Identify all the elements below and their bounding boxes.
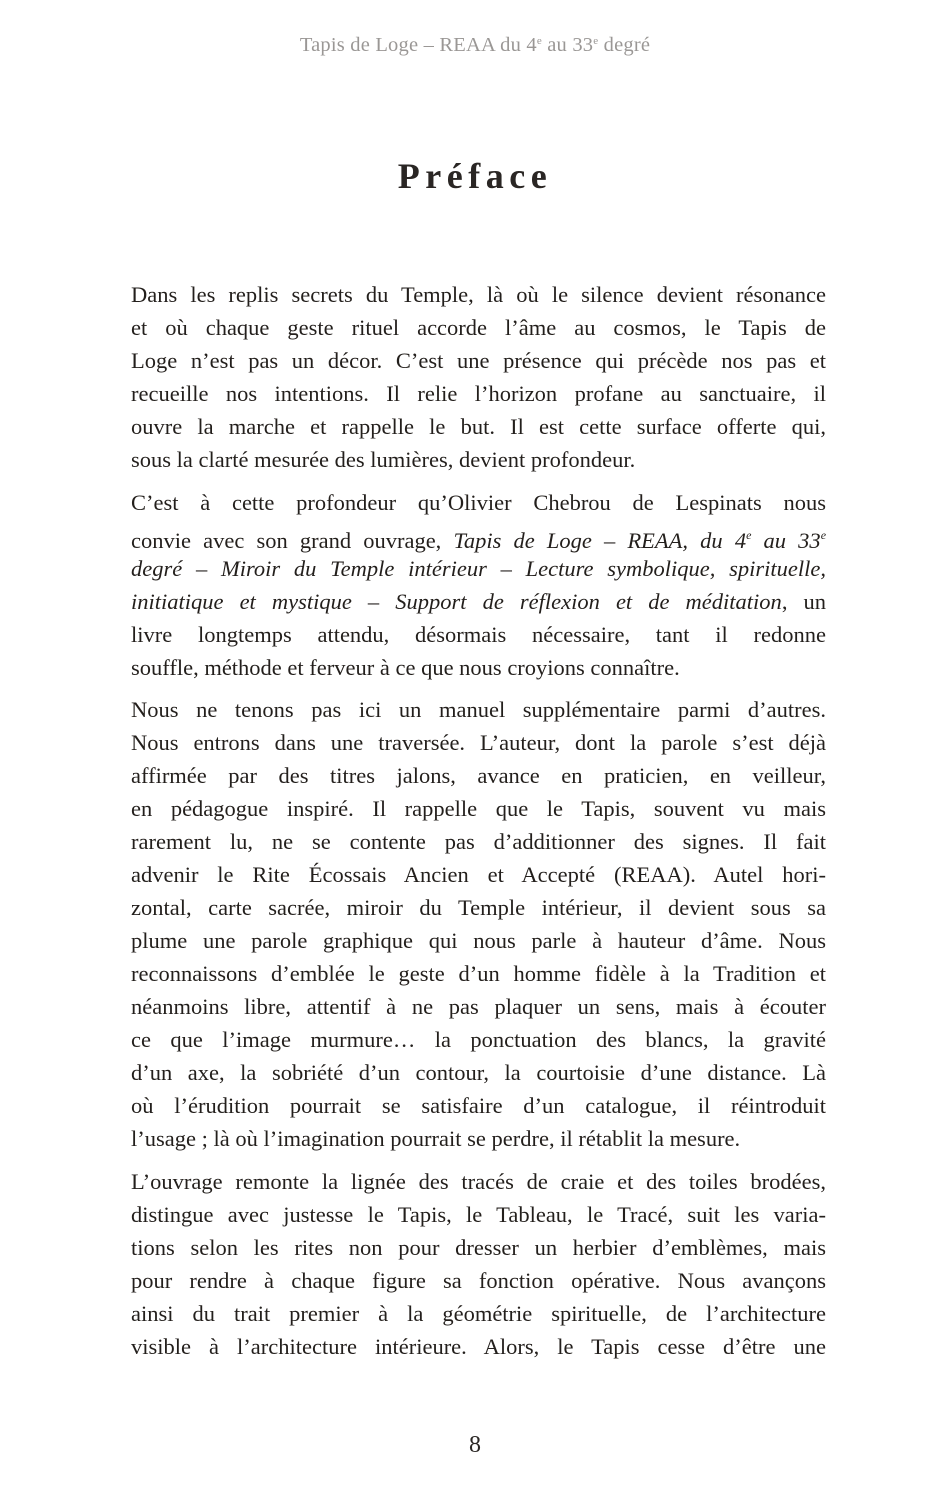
superscript: e [593, 35, 599, 47]
text-line: l’usage ; là où l’imagination pourrait se perdre, il rétablit la mesure. [131, 1126, 741, 1151]
text-line: degré – Miroir du Temple intérieur – Lecture symbolique, spirituelle, [131, 555, 826, 581]
running-header-suffix: degré [598, 34, 651, 56]
page-title: Préface [397, 156, 553, 196]
text-line: affirmée par des titres jalons, avance en praticien, en veilleur, [131, 763, 826, 788]
text-line: zontal, carte sacrée, miroir du Temple intérieur, il devient sous sa [131, 895, 826, 920]
text-line: livre longtemps attendu, désormais nécessaire, tant il redonne [131, 621, 826, 647]
text-line: reconnaissons d’emblée le geste d’un homme fidèle à la Tradition et [131, 961, 826, 986]
text-line: Dans les replis secrets du Temple, là où le silence devient résonance [131, 282, 826, 307]
superscript: e [536, 35, 542, 47]
paragraph-1 [131, 278, 826, 476]
superscript: e [820, 527, 827, 542]
running-header-prefix: Tapis de Loge – REAA du 4 [299, 34, 537, 56]
text-line: distingue avec justesse le Tapis, le Tableau, le Tracé, suit les varia- [131, 1201, 826, 1227]
text-line [131, 519, 826, 552]
text-line: L’ouvrage remonte la lignée des tracés de craie et des toiles brodées, [131, 1168, 826, 1194]
text-line [131, 585, 826, 618]
book-title-italic: au 33 [751, 527, 821, 553]
text-line: visible à l’architecture intérieure. Alors, le Tapis cesse d’être une [131, 1333, 826, 1359]
text-line: ce que l’image murmure… la ponctuation des blancs, la gravité [131, 1027, 826, 1052]
text-line: pour rendre à chaque figure sa fonction opérative. Nous avançons [131, 1267, 826, 1293]
plain-text: convie avec son grand ouvrage, [131, 527, 454, 553]
text-line: C’est à cette profondeur qu’Olivier Chebrou de Lespinats nous [131, 489, 826, 515]
paragraph-2 [131, 486, 826, 684]
paragraph-4 [131, 1165, 826, 1363]
text-line: Loge n’est pas un décor. C’est une présence qui précède nos pas et [131, 348, 826, 373]
text-line: Nous entrons dans une traversée. L’auteur, dont la parole s’est déjà [131, 730, 826, 755]
text-line: d’un axe, la sobriété d’un contour, la courtoisie d’une distance. Là [131, 1060, 826, 1085]
text-line: advenir le Rite Écossais Ancien et Accepté (REAA). Autel hori- [131, 862, 826, 887]
text-line: recueille nos intentions. Il relie l’horizon profane au sanctuaire, il [131, 381, 826, 406]
plain-text: , un [781, 588, 827, 614]
text-line: rarement lu, ne se contente pas d’additionner des signes. Il fait [131, 829, 826, 854]
text-line: en pédagogue inspiré. Il rappelle que le Tapis, souvent vu mais [131, 796, 826, 821]
text-line: plume une parole graphique qui nous parle à hauteur d’âme. Nous [131, 928, 826, 953]
paragraph-3 [131, 693, 826, 1155]
text-line: sous la clarté mesurée des lumières, devient profondeur. [131, 447, 636, 472]
body-text [131, 278, 826, 1372]
book-title-italic: initiatique et mystique – Support de réflexion et de méditation [131, 588, 782, 614]
text-line: ainsi du trait premier à la géométrie spirituelle, de l’architecture [131, 1300, 826, 1326]
text-line: Nous ne tenons pas ici un manuel supplémentaire parmi d’autres. [131, 697, 826, 722]
running-header-middle: au 33 [541, 34, 594, 56]
superscript: e [746, 527, 752, 542]
text-line: où l’érudition pourrait se satisfaire d’un catalogue, il réintroduit [131, 1093, 826, 1118]
text-line: ouvre la marche et rappelle le but. Il est cette surface offerte qui, [131, 414, 826, 439]
running-header [0, 34, 950, 57]
book-title-italic: Tapis de Loge – REAA, du 4 [453, 527, 747, 553]
text-line: tions selon les rites non pour dresser un herbier d’emblèmes, mais [131, 1234, 826, 1260]
page-number: 8 [469, 1432, 481, 1458]
text-line: et où chaque geste rituel accorde l’âme au cosmos, le Tapis de [131, 315, 826, 340]
text-line: souffle, méthode et ferveur à ce que nous croyions connaître. [131, 654, 680, 680]
text-line: néanmoins libre, attentif à ne pas plaquer un sens, mais à écouter [131, 994, 826, 1019]
